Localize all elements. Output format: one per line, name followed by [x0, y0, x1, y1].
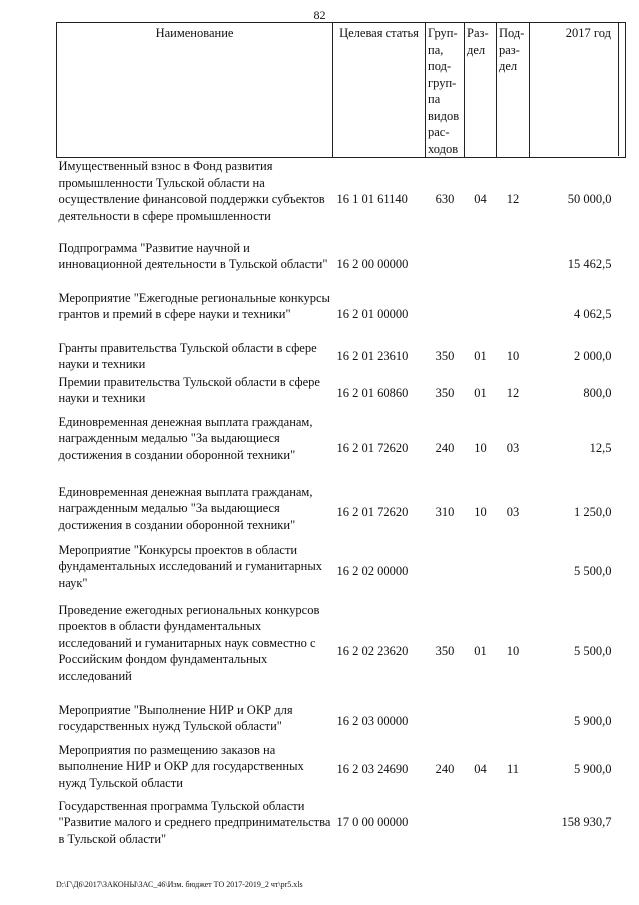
- row-name: Имущественный взнос в Фонд развития промышленности Тульской области на осуществление финансовой поддержки субъектов деятельности в сфере промышленности: [58, 159, 325, 223]
- row-subsection: 03: [506, 441, 520, 456]
- row-subsection: 10: [506, 349, 520, 364]
- table-row: [57, 414, 626, 484]
- header-section: [465, 23, 497, 158]
- header-amount-2017: 2017 год: [530, 23, 626, 158]
- row-section: 01: [474, 349, 487, 364]
- row-subsection: [497, 798, 530, 848]
- row-expense-group: [426, 290, 465, 340]
- row-amount: 12,5: [589, 441, 612, 456]
- row-section: 01: [474, 386, 487, 401]
- row-subsection: [497, 240, 530, 290]
- row-target-article: 16 2 01 00000: [336, 307, 409, 322]
- row-amount: 5 500,0: [574, 644, 612, 659]
- table-body: [57, 158, 626, 848]
- row-amount: 158 930,7: [561, 815, 612, 830]
- row-subsection: 03: [506, 505, 520, 520]
- row-target-article: 16 2 01 60860: [336, 386, 409, 401]
- table-row: [57, 240, 626, 290]
- row-name: Мероприятие "Конкурсы проектов в области фундаментальных исследований и гуманитарных наук": [58, 542, 322, 590]
- row-section: 10: [474, 505, 487, 520]
- row-subsection: 12: [506, 386, 520, 401]
- row-expense-group: [426, 702, 465, 742]
- row-target-article: 16 2 00 00000: [336, 257, 409, 272]
- row-section: 04: [474, 191, 487, 206]
- row-target-article: 16 2 03 24690: [336, 762, 409, 777]
- row-target-article: 16 2 02 00000: [336, 564, 409, 579]
- row-amount: 2 000,0: [574, 349, 612, 364]
- row-section: 04: [474, 762, 487, 777]
- row-expense-group: [426, 240, 465, 290]
- row-expense-group: [426, 542, 465, 602]
- row-target-article: 16 2 01 72620: [336, 505, 409, 520]
- row-expense-group: 310: [435, 505, 455, 520]
- row-section: 01: [474, 644, 487, 659]
- table-row: [57, 542, 626, 602]
- table-header: [57, 23, 626, 158]
- row-name: Премии правительства Тульской области в сфере науки и техники: [58, 374, 320, 405]
- header-expense-group: [426, 23, 465, 158]
- row-amount: 50 000,0: [567, 191, 612, 206]
- row-expense-group: 350: [435, 644, 455, 659]
- row-subsection: [497, 290, 530, 340]
- row-target-article: 16 1 01 61140: [336, 191, 408, 206]
- row-amount: 1 250,0: [574, 505, 612, 520]
- table-row: [57, 602, 626, 702]
- row-section: [465, 542, 497, 602]
- row-expense-group: 240: [435, 762, 455, 777]
- table-row: [57, 702, 626, 742]
- header-subsection: [497, 23, 530, 158]
- row-expense-group: 350: [435, 349, 455, 364]
- row-subsection: 12: [506, 191, 520, 206]
- row-target-article: 16 2 01 72620: [336, 441, 409, 456]
- row-target-article: 16 2 03 00000: [336, 714, 409, 729]
- budget-table-frame: [56, 22, 619, 848]
- row-target-article: 16 2 02 23620: [336, 644, 409, 659]
- row-name: Проведение ежегодных региональных конкурсов проектов в области фундаментальных исследований и гуманитарных наук совместно с Российским фондом фундаментальных исследований: [58, 602, 320, 683]
- table-row: [57, 742, 626, 798]
- row-amount: 4 062,5: [574, 307, 612, 322]
- row-expense-group: 630: [435, 191, 455, 206]
- header-name: Наименование: [57, 23, 333, 158]
- budget-table: [56, 22, 626, 848]
- row-subsection: [497, 702, 530, 742]
- row-subsection: [497, 542, 530, 602]
- table-row: [57, 798, 626, 848]
- file-path-footer: D:\Г\Д6\2017\ЗАКОНЫ\ЗАС_46\Изм. бюджет ТО 2017-2019_2 чт\pr5.xls: [56, 880, 303, 889]
- header-row: [57, 23, 626, 158]
- header-subsection-text: Под-раз-дел: [499, 26, 525, 73]
- header-expense-group-text: Груп-па, под-груп-па видов рас-ходов: [428, 26, 460, 156]
- row-section: 10: [474, 441, 487, 456]
- row-section: [465, 798, 497, 848]
- row-subsection: 11: [506, 762, 520, 777]
- header-target-article: Целевая статья: [333, 23, 426, 158]
- page-number: 82: [313, 8, 326, 22]
- row-expense-group: 350: [435, 386, 455, 401]
- row-section: [465, 290, 497, 340]
- row-amount: 5 900,0: [574, 762, 612, 777]
- row-amount: 5 900,0: [574, 714, 612, 729]
- header-section-text: Раз-дел: [467, 26, 489, 57]
- row-target-article: 17 0 00 00000: [336, 815, 409, 830]
- row-name: Мероприятия по размещению заказов на выполнение НИР и ОКР для государственных нужд Тульской области: [58, 742, 304, 790]
- table-row: [57, 484, 626, 542]
- row-amount: 5 500,0: [574, 564, 612, 579]
- row-name: Мероприятие "Выполнение НИР и ОКР для государственных нужд Тульской области": [58, 702, 293, 733]
- row-subsection: 10: [506, 644, 520, 659]
- row-name: Мероприятие "Ежегодные региональные конкурсы грантов и премий в сфере науки и техники": [58, 290, 330, 321]
- row-amount: 15 462,5: [567, 257, 612, 272]
- row-target-article: 16 2 01 23610: [336, 349, 409, 364]
- row-name: Единовременная денежная выплата гражданам, награжденным медалью "За выдающиеся достижения в создании оборонной техники": [58, 414, 313, 462]
- row-expense-group: 240: [435, 441, 455, 456]
- row-name: Подпрограмма "Развитие научной и инновационной деятельности в Тульской области": [58, 240, 328, 271]
- table-row: [57, 290, 626, 340]
- row-name: Гранты правительства Тульской области в сфере науки и техники: [58, 340, 317, 371]
- row-expense-group: [426, 798, 465, 848]
- row-section: [465, 702, 497, 742]
- table-row: [57, 340, 626, 374]
- row-name: Единовременная денежная выплата гражданам, награжденным медалью "За выдающиеся достижения в создании оборонной техники": [58, 484, 313, 532]
- row-section: [465, 240, 497, 290]
- table-row: [57, 374, 626, 414]
- row-name: Государственная программа Тульской области "Развитие малого и среднего предпринимательства в Тульской области": [58, 798, 331, 846]
- table-row: [57, 158, 626, 240]
- row-amount: 800,0: [583, 386, 612, 401]
